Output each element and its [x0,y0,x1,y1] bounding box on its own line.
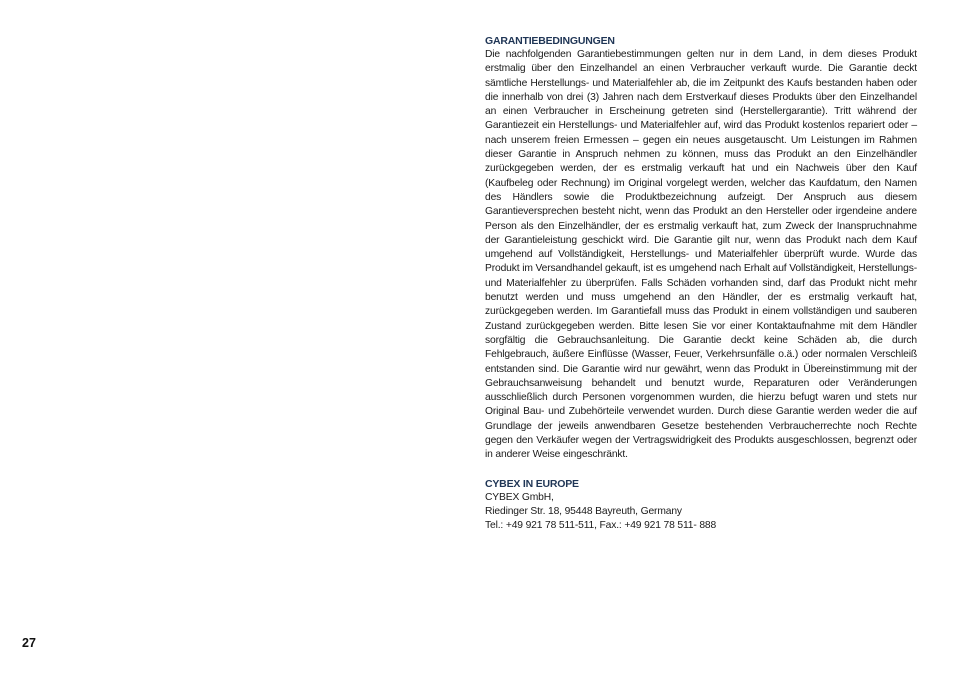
warranty-body: Die nachfolgenden Garantiebestimmungen gelten nur in dem Land, in dem dieses Produkt erstmalig über den Einzelhandel an einen Verbraucher verkauft wurde. Die Garantie deckt sämtliche Herstellungs- und Materialfehler ab, die im Zeitpunkt des Kaufs bestanden haben oder die innerhalb von drei (3) Jahren nach dem Erstverkauf dieses Produkts über den Einzelhandel an einen Verbraucher in Erscheinung getreten sind (Herstellergarantie). Tritt während der Garantiezeit ein Herstellungs- und Materialfehler auf, wird das Produkt kostenlos repariert oder – nach unserem freien Ermessen – gegen ein neues ausgetauscht. Um Leistungen im Rahmen dieser Garantie in Anspruch nehmen zu können, muss das Produkt an den Einzelhändler zurückgegeben werden, der es erstmalig verkauft hat und ein Nachweis über den Kauf (Kaufbeleg oder Rechnung) im Original vorgelegt werden, welcher das Kaufdatum, den Namen des Händlers sowie die Produktbezeichnung aufzeigt. Der Anspruch aus diesem Garantieversprechen besteht nicht, wenn das Produkt an den Hersteller oder irgendeine andere Person als den Einzelhändler, der es erstmalig verkauft hat, zum Zweck der Inanspruchnahme der Garantieleistung geschickt wird. Die Garantie gilt nur, wenn das Produkt nach dem Kauf umgehend auf Vollständigkeit, Herstellungs- und Materialfehler überprüft wurde. Wurde das Produkt im Versandhandel gekauft, ist es umgehend nach Erhalt auf Vollständigkeit, Herstellungs- und Materialfehler zu überprüfen. Falls Schäden vorhanden sind, darf das Produkt nicht mehr benutzt werden und muss umgehend an den Händler, der es erstmalig verkauft hat, zurückgegeben werden. Im Garantiefall muss das Produkt in einem vollständigen und sauberen Zustand zurückgegeben werden. Bitte lesen Sie vor einer Kontaktaufnahme mit dem Händler sorgfältig die Gebrauchsanleitung. Die Garantie deckt keine Schäden ab, die durch Fehlgebrauch, äußere Einflüsse (Wasser, Feuer, Verkehrsunfälle o.ä.) oder normalen Verschleiß entstanden sind. Die Garantie wird nur gewährt, wenn das Produkt in Übereinstimmung mit der Gebrauchsanweisung behandelt und benutzt wurde, Reparaturen oder Veränderungen ausschließlich durch Personen vorgenommen wurden, die hierzu befugt waren und stets nur Original Bau- und Zubehörteile verwendet wurden. Durch diese Garantie werden weder die auf Grundlage der jeweils anwendbaren Gesetze bestehenden Verbraucherrechte noch Rechte gegen den Verkäufer wegen der Vertragswidrigkeit des Produkts ausgeschlossen, begrenzt oder in anderer Weise eingeschränkt. [485,49,917,461]
page-number: 27 [22,636,36,650]
company-phone-fax: Tel.: +49 921 78 511-511, Fax.: +49 921 78 511- 888 [485,520,717,532]
warranty-heading: GARANTIEBEDINGUNGEN [485,35,615,47]
section-spacer [485,463,917,477]
company-name: CYBEX GmbH, [485,491,554,503]
warranty-column [485,34,917,534]
company-address: Riedinger Str. 18, 95448 Bayreuth, Germany [485,505,682,517]
contact-heading: CYBEX IN EUROPE [485,477,579,490]
